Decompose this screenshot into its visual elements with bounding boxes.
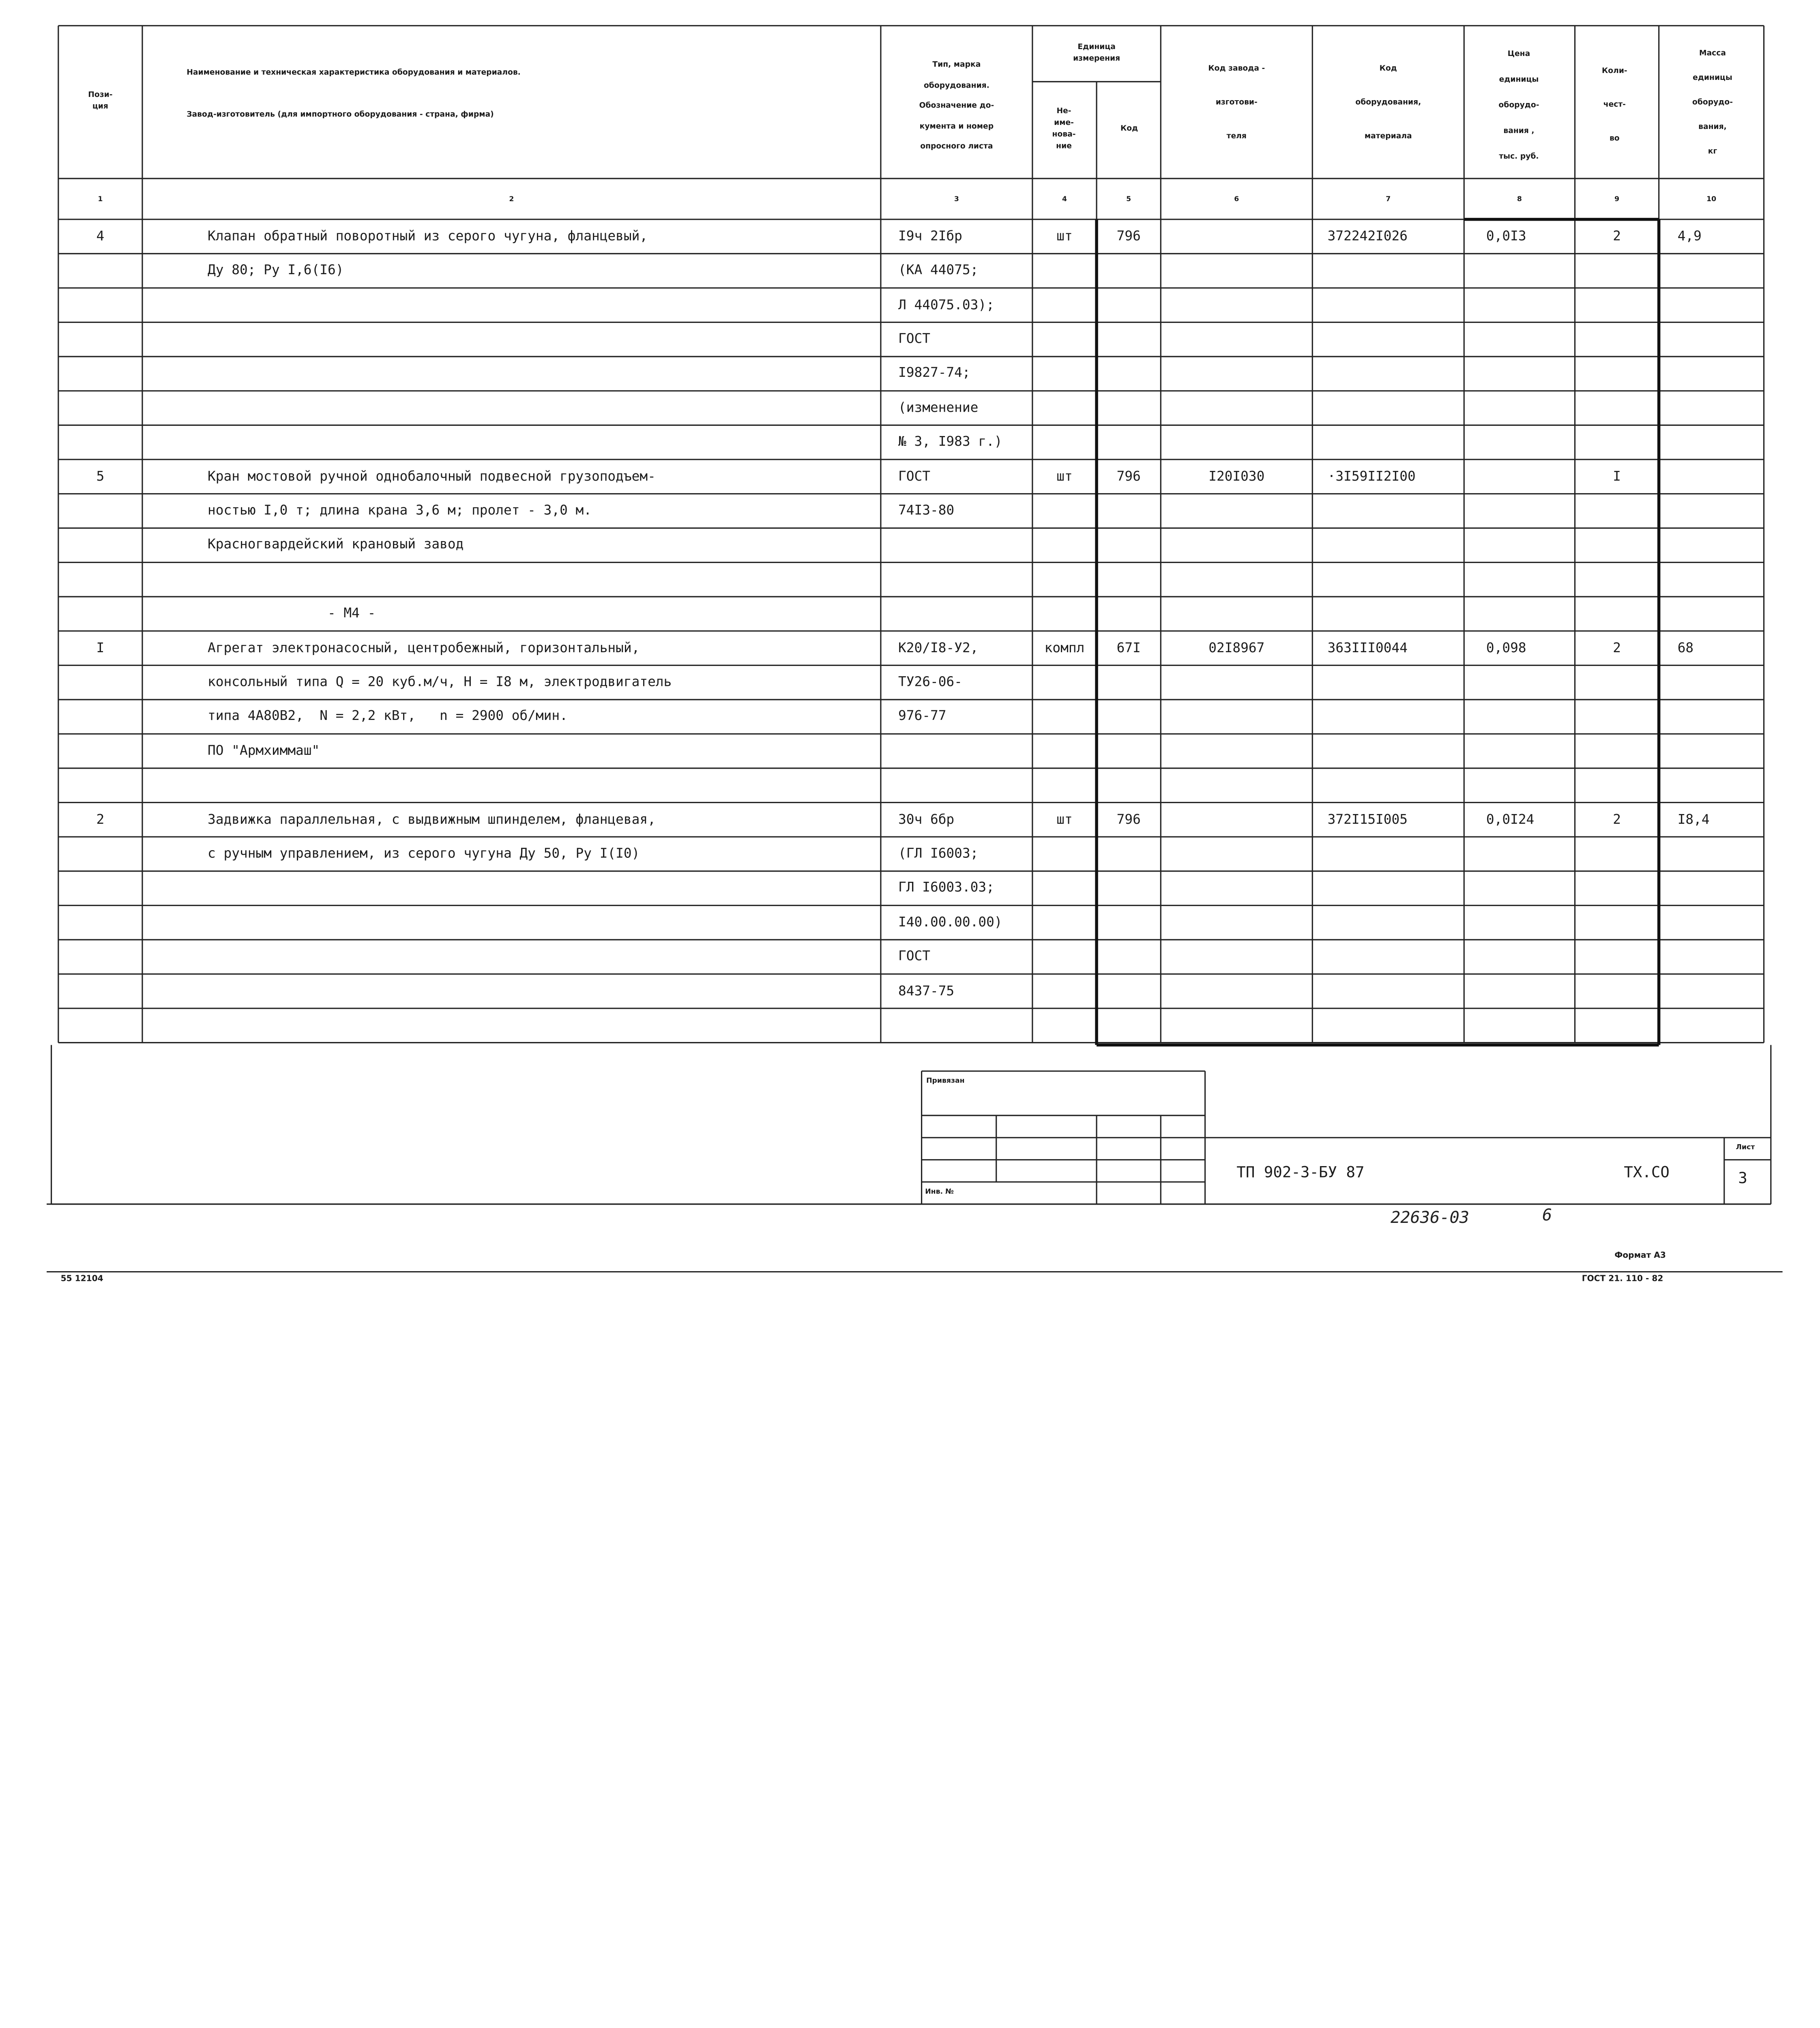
left-code: 55 12104 bbox=[60, 1274, 103, 1284]
column-number: 10 bbox=[1706, 195, 1717, 203]
cell-qty: 2 bbox=[1613, 227, 1621, 244]
cell-type: ГОСТ bbox=[898, 947, 930, 964]
cell-type: 30ч 6бр bbox=[898, 810, 955, 827]
header-quantity: Коли- чест- во bbox=[1602, 66, 1627, 143]
cell-unit: шт bbox=[1056, 810, 1073, 827]
cell-pos: 4 bbox=[96, 227, 105, 244]
cell-type: (ГЛ I6003; bbox=[898, 844, 979, 861]
header-position: Пози- ция bbox=[88, 90, 113, 111]
cell-name: Ду 80; Ру I,6(I6) bbox=[208, 261, 344, 278]
cell-code: 796 bbox=[1116, 810, 1141, 827]
inventory-number-label: Инв. № bbox=[925, 1188, 954, 1196]
cell-type: 8437-75 bbox=[898, 982, 955, 999]
cell-name: Задвижка параллельная, с выдвижным шпинделем, фланцевая, bbox=[208, 810, 656, 827]
cell-code: 67I bbox=[1116, 638, 1141, 655]
header-equipment-code: Код оборудования, материала bbox=[1355, 63, 1421, 141]
header-name-line1: Наименование и техническая характеристика оборудования и материалов. bbox=[187, 67, 521, 77]
cell-name: - М4 - bbox=[208, 604, 376, 621]
header-unit-group: Единица измерения bbox=[1073, 42, 1120, 63]
cell-price: 0,0I24 bbox=[1486, 810, 1535, 827]
standard-label: ГОСТ 21. 110 - 82 bbox=[1582, 1274, 1663, 1284]
cell-type: (изменение bbox=[898, 398, 979, 415]
cell-code: 796 bbox=[1116, 467, 1141, 484]
cell-factory: I20I030 bbox=[1208, 467, 1265, 484]
cell-qty: I bbox=[1613, 467, 1621, 484]
cell-mass: 68 bbox=[1677, 638, 1694, 655]
cell-type: № 3, I983 г.) bbox=[898, 433, 1002, 449]
attached-label: Привязан bbox=[926, 1077, 965, 1085]
header-mass: Масса единицы оборудо- вания, кг bbox=[1692, 48, 1733, 156]
sheet-label: Лист bbox=[1736, 1143, 1755, 1152]
header-name-line2: Завод-изготовитель (для импортного оборудования - страна, фирма) bbox=[187, 110, 494, 119]
cell-type: ГЛ I6003.03; bbox=[898, 879, 994, 896]
column-number: 6 bbox=[1234, 195, 1239, 203]
cell-pos: 5 bbox=[96, 467, 105, 484]
cell-factory: 02I8967 bbox=[1208, 638, 1265, 655]
cell-type: 74I3-80 bbox=[898, 501, 955, 518]
column-number: 1 bbox=[98, 195, 103, 203]
sheet-number: 3 bbox=[1738, 1170, 1747, 1188]
cell-unit: компл bbox=[1044, 638, 1085, 655]
cell-qty: 2 bbox=[1613, 810, 1621, 827]
column-number: 7 bbox=[1386, 195, 1391, 203]
cell-type: 976-77 bbox=[898, 707, 946, 724]
cell-type: Л 44075.03); bbox=[898, 296, 994, 312]
cell-type: ТУ26-06- bbox=[898, 673, 962, 690]
cell-unit: шт bbox=[1056, 467, 1073, 484]
header-unit-name: Не- име- нова- ние bbox=[1052, 106, 1076, 151]
cell-pos: I bbox=[96, 638, 105, 655]
cell-unit: шт bbox=[1056, 227, 1073, 244]
cell-code: 796 bbox=[1116, 227, 1141, 244]
cell-qty: 2 bbox=[1613, 638, 1621, 655]
handwritten-archive-number: 22636-03 bbox=[1391, 1209, 1470, 1228]
document-code: ТП 902-3-БУ 87 bbox=[1236, 1164, 1365, 1182]
header-unit-code: Код bbox=[1120, 123, 1138, 133]
cell-type: ГОСТ bbox=[898, 467, 930, 484]
header-price: Цена единицы оборудо- вания , тыс. руб. bbox=[1498, 49, 1539, 161]
cell-type: I40.00.00.00) bbox=[898, 913, 1002, 930]
format-label: Формат А3 bbox=[1614, 1250, 1666, 1260]
cell-name: Агрегат электронасосный, центробежный, горизонтальный, bbox=[208, 638, 640, 655]
cell-type: ГОСТ bbox=[898, 330, 930, 347]
column-number: 8 bbox=[1517, 195, 1522, 203]
cell-name: Клапан обратный поворотный из серого чугуна, фланцевый, bbox=[208, 227, 648, 244]
cell-mass: I8,4 bbox=[1677, 810, 1710, 827]
handwritten-page-number: 6 bbox=[1542, 1206, 1552, 1225]
column-number: 2 bbox=[509, 195, 514, 203]
cell-type: I9ч 2Iбр bbox=[898, 227, 962, 244]
cell-type: I9827-74; bbox=[898, 364, 970, 381]
cell-pos: 2 bbox=[96, 810, 105, 827]
cell-equip: 372242I026 bbox=[1327, 227, 1408, 244]
cell-equip: 363III0044 bbox=[1327, 638, 1408, 655]
cell-mass: 4,9 bbox=[1677, 227, 1702, 244]
column-number: 3 bbox=[954, 195, 959, 203]
cell-price: 0,098 bbox=[1486, 638, 1526, 655]
column-number: 9 bbox=[1614, 195, 1620, 203]
cell-type: К20/I8-У2, bbox=[898, 638, 979, 655]
cell-name: типа 4А80В2, N = 2,2 кВт, n = 2900 об/мин. bbox=[208, 707, 568, 724]
column-number: 5 bbox=[1126, 195, 1131, 203]
column-number: 4 bbox=[1062, 195, 1067, 203]
header-type: Тип, марка оборудования. Обозначение до- кумента и номер опросного листа bbox=[919, 60, 994, 151]
cell-equip: ·3I59II2I00 bbox=[1327, 467, 1416, 484]
cell-name: ностью I,0 т; длина крана 3,6 м; пролет - 3,0 м. bbox=[208, 501, 592, 518]
cell-name: консольный типа Q = 20 куб.м/ч, Н = I8 м, электродвигатель bbox=[208, 673, 672, 690]
cell-name: Кран мостовой ручной однобалочный подвесной грузоподъем- bbox=[208, 467, 656, 484]
cell-price: 0,0I3 bbox=[1486, 227, 1526, 244]
cell-equip: 372I15I005 bbox=[1327, 810, 1408, 827]
section-code: ТХ.СО bbox=[1624, 1164, 1670, 1182]
cell-name: с ручным управлением, из серого чугуна Ду 50, Ру I(I0) bbox=[208, 844, 640, 861]
header-factory-code: Код завода - изготови- теля bbox=[1208, 63, 1265, 141]
cell-name: Красногвардейский крановый завод bbox=[208, 536, 464, 552]
cell-type: (КА 44075; bbox=[898, 261, 979, 278]
cell-name: ПО "Армхиммаш" bbox=[208, 741, 320, 758]
